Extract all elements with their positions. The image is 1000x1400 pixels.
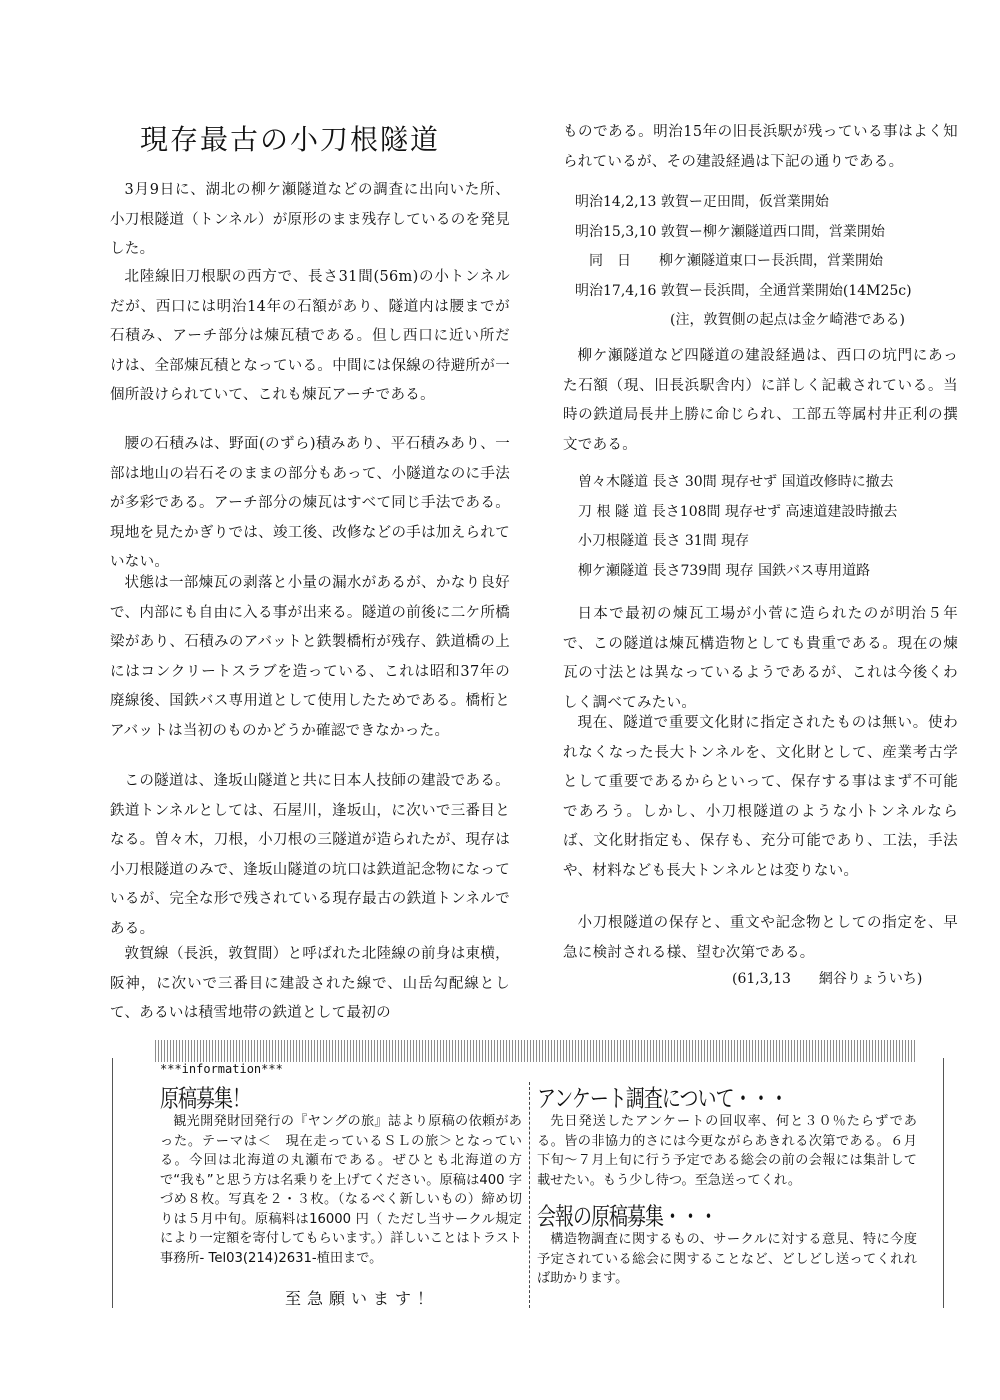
tunnel-row: 曽々木隧道 長さ 30間 現存せず 国道改修時に撤去 [578,474,894,490]
information-divider [529,1082,530,1308]
tunnel-list [578,468,958,586]
left-paragraph-4: 状態は一部煉瓦の剥落と小量の漏水があるが、かなり良好で、内部にも自由に入る事が出来る。隧道の前後に二ケ所橋梁があり、石積みのアバットと鉄製橋桁が残存、鉄道橋の上にはコンクリートスラブを造っている、これは昭和37年の廃線後、国鉄バス専用道として使用したためである。橋桁とアバットは当初のものかどうか確認できなかった。 [110,575,510,739]
survey-body: 先日発送したアンケートの回収率、何と３０％たらずである。皆の非協力的さには今更ながらあきれる次第である。６月下旬～７月上旬に行う予定である総会の前の会報には集計して載せたい。もう少し待つ。至急送ってくれ。 [537,1114,917,1188]
history-row: 明治15,3,10 敦賀ー柳ケ瀬隧道西口間，営業開始 [575,223,885,240]
newsletter-call-body: 構造物調査に関するもの、サークルに対する意見、特に今度予定されている総会に関することなど、どしどし送ってくれれば助かります。 [537,1232,917,1286]
history-row: 明治17,4,16 敦賀ー長浜間，全通営業開始(14M25c) [575,282,912,299]
article-title: 現存最古の小刀根隧道 [140,123,441,156]
tunnel-row: 柳ケ瀬隧道 長さ739間 現存 国鉄バス専用道路 [578,562,871,579]
right-paragraph-1: 柳ケ瀬隧道など四隧道の建設経過は、西口の坑門にあった石額（現、旧長浜駅舎内）に詳しく記載されている。当時の鉄道局長井上勝に命じられ、工部五等属村井正利の撰文である。 [563,348,958,453]
tunnel-row: 刀 根 隧 道 長さ108間 現存せず 高速道建設時撤去 [578,503,898,520]
author-signature: (61,3,13 網谷りょういち) [732,971,923,987]
right-paragraph-2: 日本で最初の煉瓦工場が小菅に造られたのが明治５年で、この隧道は煉瓦構造物としても貴重である。現在の煉瓦の寸法とは異なっているようであるが、これは今後くわしく調べてみたい。 [563,606,958,711]
right-paragraph-3: 現在、隧道で重要文化財に指定されたものは無い。使われなくなった長大トンネルを、文化財として、産業考古学として重要であるからといって、保存する事はまず不可能であろう。しかし、小刀根隧道のような小トンネルならば、文化財指定も、保存も、充分可能であり、工法，手法や、材料なども長大トンネルとは変りない。 [563,715,958,879]
left-paragraph-1: 3月9日に、湖北の柳ケ瀬隧道などの調査に出向いた所、小刀根隧道（トンネル）が原形のまま残存しているのを発見した。 [110,182,510,257]
manuscript-call-heading: 原稿募集！ [160,1085,251,1113]
tunnel-row: 小刀根隧道 長さ 31間 現存 [578,533,750,549]
survey-section [537,1080,917,1289]
left-paragraph-5: この隧道は、逢坂山隧道と共に日本人技師の建設である。鉄道トンネルとしては、石屋川，逢坂山，に次いで三番目となる。曽々木，刀根，小刀根の三隧道が造られたが、現存は小刀根隧道のみで、逢坂山隧道の坑口は鉄道記念物になっているが、完全な形で残されている現存最古の鉄道トンネルである。 [110,773,510,937]
manuscript-call-section [160,1080,522,1268]
survey-heading: アンケート調査について・・・ [537,1085,788,1113]
history-row: 明治14,2,13 敦賀ー疋田間，仮営業開始 [575,194,829,210]
information-header: ***information*** [160,1062,283,1076]
right-intro-paragraph: ものである。明治15年の旧長浜駅が残っている事はよく知られているが、その建設経過は下記の通りである。 [563,124,958,170]
left-paragraph-3: 腰の石積みは、野面(のずら)積みあり、平石積みあり、一部は地山の岩石そのままの部分もあって、小隧道なのに手法が多彩である。アーチ部分の煉瓦はすべて同じ手法である。現地を見たかぎりでは、竣工後、改修などの手は加えられていない。 [110,436,510,570]
construction-history-list [575,188,960,336]
left-paragraph-2: 北陸線旧刀根駅の西方で、長さ31間(56m)の小トンネルだが、西口には明治14年の石額があり、隧道内は腰までが石積み、アーチ部分は煉瓦積である。但し西口に近い所だけは、全部煉瓦積となっている。中間には保線の待避所が一個所設けられていて、これも煉瓦アーチである。 [110,269,510,403]
urgent-request: 至急願います！ [285,1289,440,1308]
right-paragraph-4: 小刀根隧道の保存と、重文や記念物としての指定を、早急に検討される様、望む次第である。 [563,915,958,961]
left-paragraph-6: 敦賀線（長浜，敦賀間）と呼ばれた北陸線の前身は東横，阪神，に次いで三番目に建設された線で、山岳勾配線として、あるいは積雪地帯の鉄道として最初の [110,946,510,1021]
history-note: (注，敦賀側の起点は金ケ崎港である) [670,312,905,328]
newsletter-call-heading: 会報の原稿募集・・・ [537,1203,718,1231]
history-row: 同 日 柳ケ瀬隧道東口ー長浜間，営業開始 [575,253,883,269]
manuscript-call-body: 観光開発財団発行の『ヤングの旅』誌より原稿の依頼があった。テーマは＜ 現在走っているＳＬの旅＞となっている。今回は北海道の丸瀬布である。ぜひとも北海道の方で“我も”と思う方は名乗りを上げてください。原稿は400 字づめ８枚。写真を２・３枚。（なるべく新しいもの）締め切りは５月中旬。原稿料は16000 円（ ただし当サークル規定により一定額を寄付してもらいます。）詳しいことはトラスト事務所- Tel03(214)2631-植田まで。 [160,1114,522,1266]
